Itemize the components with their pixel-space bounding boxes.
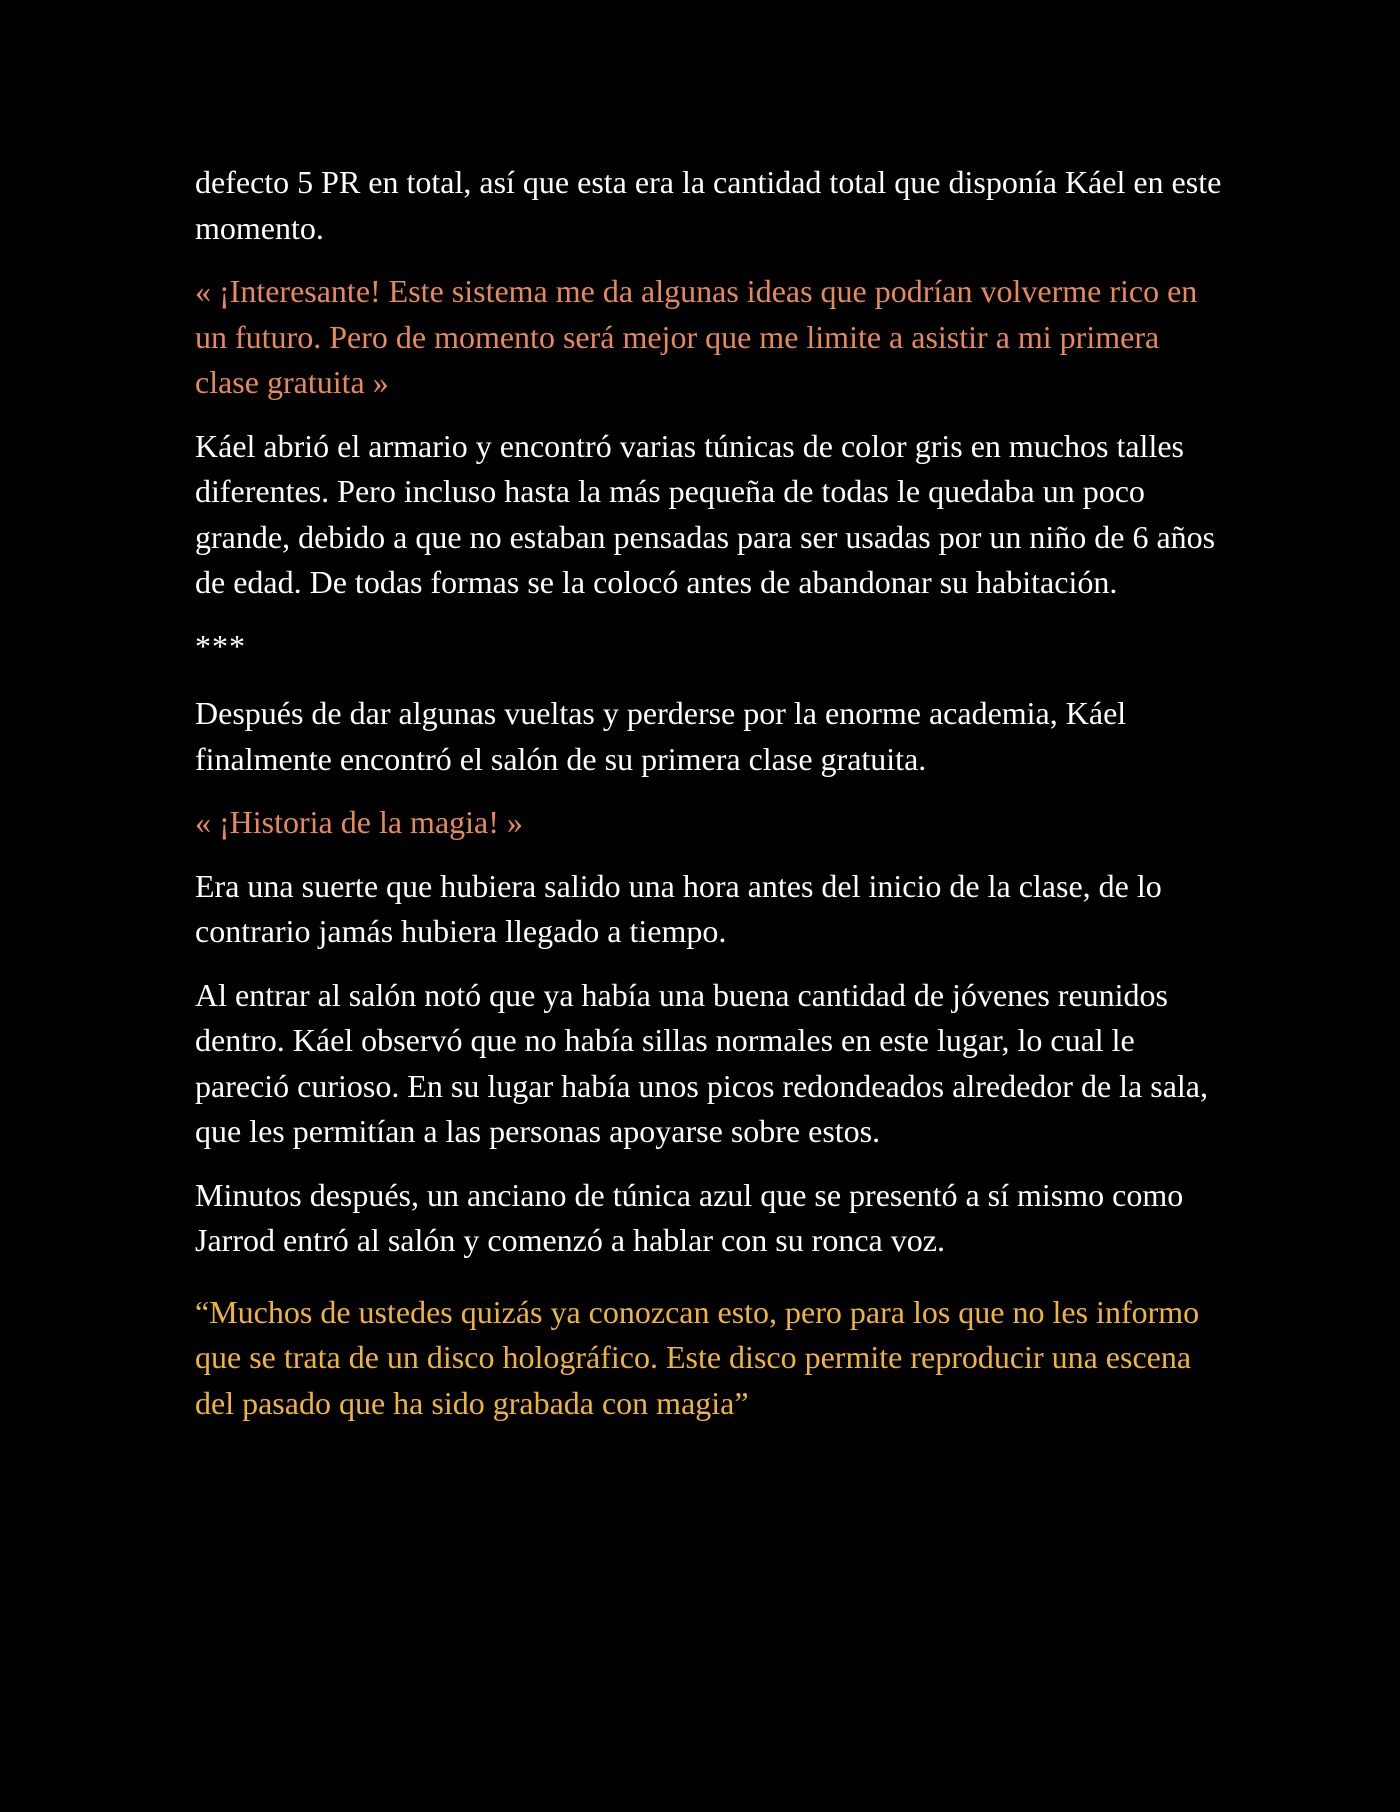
narration-paragraph: Minutos después, un anciano de túnica azul que se presentó a sí mismo como Jarrod entró al salón y comenzó a hablar con su ronca voz. bbox=[195, 1176, 1184, 1258]
narration-paragraph: Káel abrió el armario y encontró varias túnicas de color gris en muchos talles diferentes. Pero incluso hasta la más pequeña de todas le quedaba un poco grande, debido a que no estaban pensadas para ser usadas por un niño de 6 años de edad. De todas formas se la colocó antes de abandonar su habitación. bbox=[195, 427, 1216, 600]
narration-paragraph: Después de dar algunas vueltas y perderse por la enorme academia, Káel finalmente encontró el salón de su primera clase gratuita. bbox=[195, 695, 1127, 777]
narration-paragraph: Era una suerte que hubiera salido una hora antes del inicio de la clase, de lo contrario jamás hubiera llegado a tiempo. bbox=[195, 867, 1162, 949]
thought-paragraph: « ¡Interesante! Este sistema me da algunas ideas que podrían volverme rico en un futuro. Pero de momento será mejor que me limite a asistir a mi primera clase gratuita » bbox=[195, 273, 1198, 400]
thought-paragraph: « ¡Historia de la magia! » bbox=[195, 804, 523, 840]
narration-paragraph: Al entrar al salón notó que ya había una buena cantidad de jóvenes reunidos dentro. Káel observó que no había sillas normales en este lugar, lo cual le pareció curioso. En su lugar había unos picos redondeados alrededor de la sala, que les permitían a las personas apoyarse sobre estos. bbox=[195, 976, 1208, 1149]
scene-separator: *** bbox=[195, 627, 246, 664]
text-column bbox=[195, 160, 1230, 1444]
dialogue-paragraph: “Muchos de ustedes quizás ya conozcan esto, pero para los que no les informo que se trata de un disco holográfico. Este disco permite reproducir una escena del pasado que ha sido grabada con magia” bbox=[195, 1293, 1200, 1421]
narration-paragraph: defecto 5 PR en total, así que esta era la cantidad total que disponía Káel en este momento. bbox=[195, 164, 1222, 246]
